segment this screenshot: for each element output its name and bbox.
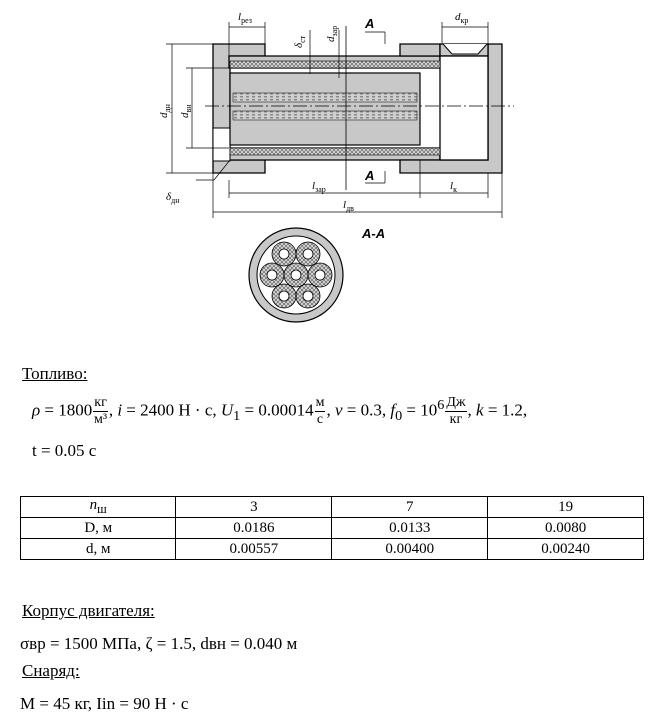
label-section-top: A — [365, 16, 375, 31]
projectile-line: M = 45 кг, Iin = 90 Н · с — [20, 694, 189, 713]
label-l-k: $l_к$ — [450, 180, 457, 194]
table-cell: 0.0186 — [176, 518, 332, 539]
grain-channel-1 — [233, 93, 417, 102]
propellant-grain — [230, 73, 420, 145]
armor-layer-bottom — [230, 148, 440, 155]
label-l-zar: $l_{зар}$ — [312, 180, 326, 194]
engine-drawing — [0, 0, 661, 340]
table-cell: 0.00557 — [176, 539, 332, 560]
table-row — [21, 539, 644, 560]
table-cell: 0.00240 — [488, 539, 644, 560]
label-delta-st: $\delta_{ст}$ — [293, 35, 307, 48]
parameters-table — [20, 496, 644, 560]
label-d-dn: $d_{дн}$ — [158, 104, 172, 118]
table-header-row — [21, 497, 644, 518]
table-cell: 0.00400 — [332, 539, 488, 560]
table-cell: D, м — [21, 518, 176, 539]
table-cell: d, м — [21, 539, 176, 560]
label-d-zar: $d_{зар}$ — [325, 25, 339, 42]
table-header-cell: 7 — [332, 497, 488, 518]
cross-section — [249, 228, 343, 322]
label-l-rez: $l_{рез}$ — [238, 11, 252, 25]
table-header-cell: 19 — [488, 497, 644, 518]
label-section-bottom: A — [365, 168, 375, 183]
table-cell: 0.0080 — [488, 518, 644, 539]
table-header-cell: $n_ш$ — [21, 497, 176, 518]
label-section-title: A-A — [362, 226, 386, 241]
armor-layer-top — [230, 61, 440, 68]
table-cell: 0.0133 — [332, 518, 488, 539]
table-row — [21, 518, 644, 539]
projectile-heading: Снаряд: — [22, 661, 80, 680]
fuel-line-2: t = 0.05 с — [32, 441, 97, 460]
table-header-cell: 3 — [176, 497, 332, 518]
label-d-vn: $d_{вн}$ — [179, 104, 193, 118]
label-l-dv: $l_{дв}$ — [343, 199, 354, 213]
fuel-heading: Топливо: — [22, 364, 88, 383]
body-line: σвр = 1500 МПа, ζ = 1.5, dвн = 0.040 м — [20, 634, 298, 653]
nozzle-plug — [213, 128, 230, 161]
fuel-line-1: ρ = 1800 $\frac{кг}{\text{м³}}$ , i = 2400 Н · с, $U_1 = 0.00014$ $\frac{м}{с}$ , ν = 0.3, $f_0 = 10^6$ $\frac{Дж}{кг}$ , k = 1.2, — [32, 395, 528, 427]
body-heading: Корпус двигателя: — [22, 601, 155, 620]
label-delta-dn: $\delta_{дн}$ — [166, 191, 180, 205]
label-d-kr: $d_{кр}$ — [455, 11, 469, 25]
grain-channel-2 — [233, 111, 417, 120]
